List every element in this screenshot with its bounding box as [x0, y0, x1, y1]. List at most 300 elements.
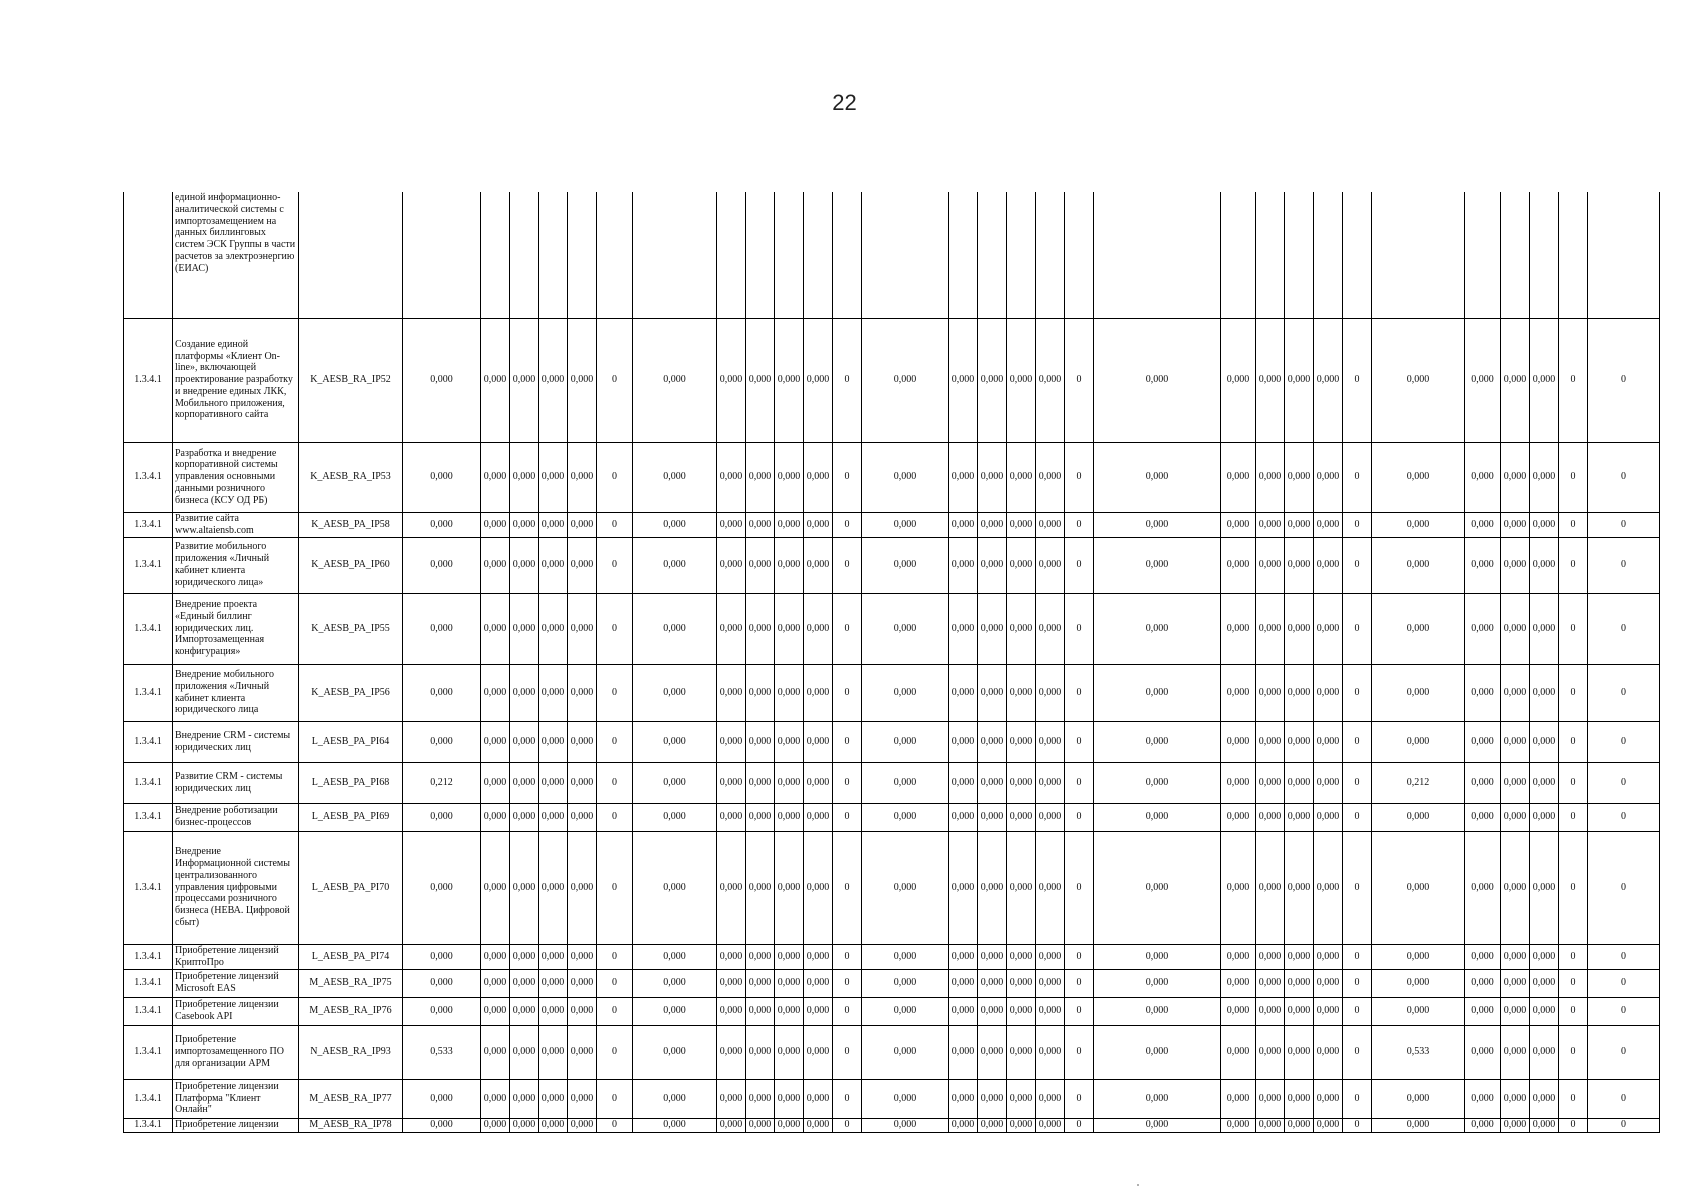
value-cell: 0,000 — [804, 1079, 833, 1118]
value-cell: 0,000 — [1036, 762, 1065, 803]
period-total: 0,000 — [1372, 944, 1465, 969]
value-cell: 0,000 — [1036, 593, 1065, 664]
value-cell: 0,000 — [510, 512, 539, 537]
period-total: 0,000 — [633, 803, 717, 831]
value-cell: 0,000 — [539, 442, 568, 512]
value-cell: 0,000 — [1256, 537, 1285, 593]
value-cell: 0,000 — [1530, 969, 1559, 997]
value-cell: 0,000 — [1256, 664, 1285, 721]
value-cell: 0,000 — [1285, 664, 1314, 721]
value-cell: 0,000 — [1007, 442, 1036, 512]
value-cell: 0,000 — [539, 762, 568, 803]
row-number: 1.3.4.1 — [124, 537, 173, 593]
value-cell: 0,000 — [978, 537, 1007, 593]
row-number: 1.3.4.1 — [124, 442, 173, 512]
zero-cell: 0 — [833, 831, 862, 944]
value-cell: 0,000 — [1530, 721, 1559, 762]
row-code: L_AESB_PA_PI64 — [299, 721, 403, 762]
value-cell: 0,000 — [539, 537, 568, 593]
value-cell: 0,000 — [775, 1079, 804, 1118]
period-total: 0,000 — [1094, 442, 1221, 512]
zero-cell: 0 — [833, 1079, 862, 1118]
value-cell: 0,000 — [1501, 1025, 1530, 1079]
row-number: 1.3.4.1 — [124, 944, 173, 969]
zero-cell: 0 — [1588, 969, 1660, 997]
value-cell: 0,000 — [1465, 969, 1501, 997]
row-total: 0,000 — [403, 512, 481, 537]
zero-cell: 0 — [597, 721, 633, 762]
value-cell: 0,000 — [746, 537, 775, 593]
value-cell: 0,000 — [804, 512, 833, 537]
value-cell: 0,000 — [804, 442, 833, 512]
value-cell: 0,000 — [1530, 944, 1559, 969]
value-cell: 0,000 — [1256, 831, 1285, 944]
period-total: 0,000 — [862, 1118, 949, 1132]
value-cell: 0,000 — [481, 664, 510, 721]
row-name: Приобретение лицензии Casebook API — [173, 997, 299, 1025]
value-cell: 0,000 — [539, 512, 568, 537]
zero-cell: 0 — [1343, 664, 1372, 721]
value-cell: 0,000 — [1314, 1118, 1343, 1132]
zero-cell: 0 — [1559, 762, 1588, 803]
value-cell: 0,000 — [481, 762, 510, 803]
value-cell: 0,000 — [1285, 803, 1314, 831]
value-cell: 0,000 — [717, 762, 746, 803]
row-name: Внедрение проекта «Единый биллинг юридических лиц. Импортозамещенная конфигурация» — [173, 593, 299, 664]
row-code: K_AESB_PA_IP55 — [299, 593, 403, 664]
period-total: 0,000 — [1094, 318, 1221, 442]
value-cell: 0,000 — [1036, 721, 1065, 762]
value-cell: 0,000 — [1221, 1118, 1256, 1132]
value-cell: 0,000 — [510, 997, 539, 1025]
value-cell: 0,000 — [510, 593, 539, 664]
period-total: 0,000 — [1372, 442, 1465, 512]
value-cell: 0,000 — [510, 442, 539, 512]
row-total: 0,000 — [403, 537, 481, 593]
value-cell: 0,000 — [1530, 831, 1559, 944]
zero-cell: 0 — [1065, 537, 1094, 593]
value-cell: 0,000 — [775, 537, 804, 593]
zero-cell: 0 — [1343, 1079, 1372, 1118]
row-total: 0,000 — [403, 944, 481, 969]
period-total: 0,000 — [1372, 721, 1465, 762]
zero-cell: 0 — [1065, 944, 1094, 969]
value-cell: 0,000 — [804, 944, 833, 969]
value-cell: 0,000 — [804, 537, 833, 593]
value-cell: 0,000 — [1036, 512, 1065, 537]
value-cell: 0,000 — [1530, 442, 1559, 512]
row-name: Приобретение лицензий КриптоПро — [173, 944, 299, 969]
value-cell: 0,000 — [510, 537, 539, 593]
value-cell: 0,000 — [1007, 997, 1036, 1025]
value-cell: 0,000 — [775, 762, 804, 803]
row-total: 0,000 — [403, 442, 481, 512]
value-cell: 0,000 — [1314, 664, 1343, 721]
row-total: 0,000 — [403, 593, 481, 664]
value-cell: 0,000 — [1465, 721, 1501, 762]
value-cell: 0,000 — [949, 442, 978, 512]
zero-cell: 0 — [1343, 762, 1372, 803]
zero-cell: 0 — [1559, 537, 1588, 593]
value-cell: 0,000 — [1221, 762, 1256, 803]
value-cell: 0,000 — [978, 997, 1007, 1025]
value-cell: 0,000 — [1314, 537, 1343, 593]
row-number: 1.3.4.1 — [124, 721, 173, 762]
investment-table — [123, 192, 1660, 1133]
value-cell: 0,000 — [1465, 537, 1501, 593]
value-cell: 0,000 — [1285, 762, 1314, 803]
period-total: 0,000 — [862, 831, 949, 944]
zero-cell: 0 — [1343, 318, 1372, 442]
value-cell: 0,000 — [1256, 762, 1285, 803]
zero-cell: 0 — [1559, 969, 1588, 997]
value-cell: 0,000 — [1007, 762, 1036, 803]
row-number: 1.3.4.1 — [124, 664, 173, 721]
zero-cell: 0 — [1343, 944, 1372, 969]
value-cell: 0,000 — [746, 1025, 775, 1079]
value-cell: 0,000 — [1036, 1025, 1065, 1079]
row-total: 0,000 — [403, 969, 481, 997]
period-total: 0,000 — [1094, 721, 1221, 762]
zero-cell: 0 — [597, 318, 633, 442]
value-cell: 0,000 — [1256, 442, 1285, 512]
value-cell: 0,000 — [775, 831, 804, 944]
value-cell: 0,000 — [1530, 997, 1559, 1025]
period-total: 0,000 — [633, 1079, 717, 1118]
value-cell: 0,000 — [539, 831, 568, 944]
zero-cell: 0 — [1588, 1025, 1660, 1079]
value-cell: 0,000 — [746, 593, 775, 664]
value-cell: 0,000 — [978, 721, 1007, 762]
value-cell: 0,000 — [746, 318, 775, 442]
zero-cell: 0 — [833, 721, 862, 762]
value-cell: 0,000 — [1036, 318, 1065, 442]
value-cell: 0,000 — [568, 664, 597, 721]
value-cell: 0,000 — [775, 664, 804, 721]
value-cell: 0,000 — [717, 997, 746, 1025]
period-total: 0,000 — [1372, 512, 1465, 537]
zero-cell: 0 — [597, 593, 633, 664]
row-name: единой информационно-аналитической системы с импортозамещением на данных биллинговых систем ЭСК Группы в части расчетов за электроэнергию (ЕИАС) — [173, 192, 299, 318]
zero-cell: 0 — [1065, 1025, 1094, 1079]
value-cell: 0,000 — [481, 593, 510, 664]
value-cell: 0,000 — [1221, 512, 1256, 537]
value-cell: 0,000 — [1036, 997, 1065, 1025]
value-cell: 0,000 — [481, 831, 510, 944]
row-name: Развитие CRM - системы юридических лиц — [173, 762, 299, 803]
value-cell: 0,000 — [1221, 442, 1256, 512]
value-cell: 0,000 — [1530, 803, 1559, 831]
zero-cell: 0 — [597, 1025, 633, 1079]
table-row — [124, 442, 1660, 512]
value-cell: 0,000 — [1314, 1025, 1343, 1079]
table-row — [124, 593, 1660, 664]
row-name: Внедрение CRM - системы юридических лиц — [173, 721, 299, 762]
value-cell: 0,000 — [949, 969, 978, 997]
value-cell: 0,000 — [1285, 512, 1314, 537]
row-code: N_AESB_RA_IP93 — [299, 1025, 403, 1079]
value-cell: 0,000 — [1501, 831, 1530, 944]
value-cell: 0,000 — [1007, 593, 1036, 664]
row-code: K_AESB_PA_IP56 — [299, 664, 403, 721]
value-cell: 0,000 — [717, 537, 746, 593]
row-total: 0,000 — [403, 803, 481, 831]
value-cell: 0,000 — [1256, 997, 1285, 1025]
zero-cell: 0 — [597, 442, 633, 512]
value-cell: 0,000 — [1285, 831, 1314, 944]
period-total: 0,000 — [862, 944, 949, 969]
period-total: 0,000 — [1372, 664, 1465, 721]
value-cell: 0,000 — [978, 944, 1007, 969]
value-cell: 0,000 — [510, 1025, 539, 1079]
period-total: 0,000 — [1372, 969, 1465, 997]
value-cell: 0,000 — [1501, 664, 1530, 721]
period-total: 0,000 — [862, 442, 949, 512]
value-cell: 0,000 — [775, 1025, 804, 1079]
value-cell: 0,000 — [949, 512, 978, 537]
row-total: 0,212 — [403, 762, 481, 803]
value-cell: 0,000 — [1314, 512, 1343, 537]
value-cell: 0,000 — [1465, 1025, 1501, 1079]
value-cell: 0,000 — [1007, 1079, 1036, 1118]
period-total: 0,000 — [1094, 512, 1221, 537]
row-total: 0,000 — [403, 664, 481, 721]
value-cell: 0,000 — [568, 831, 597, 944]
row-number: 1.3.4.1 — [124, 593, 173, 664]
scan-speck — [1137, 1184, 1139, 1186]
value-cell: 0,000 — [1501, 997, 1530, 1025]
period-total: 0,000 — [1372, 997, 1465, 1025]
value-cell: 0,000 — [804, 831, 833, 944]
zero-cell: 0 — [1065, 593, 1094, 664]
value-cell: 0,000 — [1314, 593, 1343, 664]
value-cell: 0,000 — [568, 442, 597, 512]
value-cell: 0,000 — [481, 537, 510, 593]
value-cell: 0,000 — [481, 512, 510, 537]
value-cell: 0,000 — [775, 803, 804, 831]
value-cell: 0,000 — [568, 944, 597, 969]
value-cell: 0,000 — [539, 1025, 568, 1079]
zero-cell: 0 — [1588, 664, 1660, 721]
period-total: 0,000 — [1094, 997, 1221, 1025]
row-total: 0,533 — [403, 1025, 481, 1079]
value-cell: 0,000 — [746, 831, 775, 944]
value-cell: 0,000 — [1256, 944, 1285, 969]
value-cell: 0,000 — [1314, 969, 1343, 997]
value-cell: 0,000 — [1256, 318, 1285, 442]
zero-cell: 0 — [1559, 1118, 1588, 1132]
period-total: 0,000 — [862, 593, 949, 664]
value-cell: 0,000 — [1501, 803, 1530, 831]
value-cell: 0,000 — [1530, 593, 1559, 664]
row-name: Приобретение лицензии Платформа "Клиент Онлайн" — [173, 1079, 299, 1118]
value-cell: 0,000 — [1285, 1118, 1314, 1132]
value-cell: 0,000 — [949, 803, 978, 831]
value-cell: 0,000 — [1465, 593, 1501, 664]
value-cell: 0,000 — [804, 593, 833, 664]
table-row — [124, 831, 1660, 944]
value-cell: 0,000 — [717, 442, 746, 512]
value-cell: 0,000 — [746, 512, 775, 537]
row-number: 1.3.4.1 — [124, 1118, 173, 1132]
value-cell: 0,000 — [539, 1079, 568, 1118]
value-cell: 0,000 — [746, 762, 775, 803]
value-cell: 0,000 — [1465, 997, 1501, 1025]
zero-cell: 0 — [597, 997, 633, 1025]
value-cell: 0,000 — [746, 721, 775, 762]
zero-cell: 0 — [1588, 803, 1660, 831]
value-cell: 0,000 — [978, 969, 1007, 997]
zero-cell: 0 — [1588, 721, 1660, 762]
value-cell: 0,000 — [746, 969, 775, 997]
value-cell: 0,000 — [1530, 318, 1559, 442]
value-cell: 0,000 — [1465, 442, 1501, 512]
value-cell: 0,000 — [1007, 512, 1036, 537]
row-code: M_AESB_RA_IP76 — [299, 997, 403, 1025]
period-total: 0,000 — [1094, 944, 1221, 969]
zero-cell: 0 — [1065, 831, 1094, 944]
value-cell: 0,000 — [949, 762, 978, 803]
value-cell: 0,000 — [978, 1025, 1007, 1079]
zero-cell: 0 — [1559, 1025, 1588, 1079]
value-cell: 0,000 — [1285, 1025, 1314, 1079]
value-cell: 0,000 — [1036, 944, 1065, 969]
value-cell: 0,000 — [949, 831, 978, 944]
zero-cell: 0 — [833, 593, 862, 664]
value-cell: 0,000 — [1314, 803, 1343, 831]
value-cell: 0,000 — [717, 831, 746, 944]
value-cell: 0,000 — [539, 969, 568, 997]
value-cell: 0,000 — [1256, 512, 1285, 537]
value-cell: 0,000 — [949, 1118, 978, 1132]
value-cell: 0,000 — [1314, 1079, 1343, 1118]
period-total: 0,212 — [1372, 762, 1465, 803]
period-total: 0,000 — [1094, 1079, 1221, 1118]
row-code: M_AESB_RA_IP78 — [299, 1118, 403, 1132]
zero-cell: 0 — [597, 664, 633, 721]
zero-cell: 0 — [833, 969, 862, 997]
row-name: Разработка и внедрение корпоративной системы управления основными данными розничного бизнеса (КСУ ОД РБ) — [173, 442, 299, 512]
zero-cell: 0 — [1343, 997, 1372, 1025]
period-total: 0,000 — [862, 664, 949, 721]
value-cell: 0,000 — [746, 664, 775, 721]
value-cell: 0,000 — [1221, 969, 1256, 997]
value-cell: 0,000 — [481, 1118, 510, 1132]
value-cell: 0,000 — [1221, 318, 1256, 442]
row-name: Внедрение Информационной системы централизованного управления цифровыми процессами розничного бизнеса (НЕВА. Цифровой сбыт) — [173, 831, 299, 944]
value-cell: 0,000 — [1221, 593, 1256, 664]
value-cell: 0,000 — [717, 1025, 746, 1079]
zero-cell: 0 — [1343, 721, 1372, 762]
zero-cell: 0 — [1559, 1079, 1588, 1118]
value-cell: 0,000 — [1007, 944, 1036, 969]
period-total: 0,000 — [862, 803, 949, 831]
table-row — [124, 1025, 1660, 1079]
value-cell: 0,000 — [949, 318, 978, 442]
period-total: 0,000 — [633, 721, 717, 762]
value-cell: 0,000 — [1530, 512, 1559, 537]
zero-cell: 0 — [1065, 721, 1094, 762]
value-cell: 0,000 — [1465, 1079, 1501, 1118]
value-cell: 0,000 — [775, 593, 804, 664]
period-total: 0,000 — [633, 969, 717, 997]
period-total: 0,000 — [1094, 664, 1221, 721]
period-total: 0,000 — [1094, 1118, 1221, 1132]
value-cell: 0,000 — [481, 721, 510, 762]
table-row — [124, 803, 1660, 831]
period-total: 0,000 — [862, 762, 949, 803]
zero-cell: 0 — [1559, 803, 1588, 831]
value-cell: 0,000 — [1007, 1025, 1036, 1079]
table-row — [124, 512, 1660, 537]
value-cell: 0,000 — [510, 721, 539, 762]
value-cell: 0,000 — [804, 762, 833, 803]
zero-cell: 0 — [1588, 997, 1660, 1025]
period-total: 0,000 — [633, 593, 717, 664]
value-cell: 0,000 — [775, 721, 804, 762]
period-total: 0,000 — [633, 1025, 717, 1079]
row-code: L_AESB_PA_PI70 — [299, 831, 403, 944]
row-name: Развитие сайта www.altaiensb.com — [173, 512, 299, 537]
page-number: 22 — [832, 90, 857, 115]
row-code: K_AESB_PA_IP60 — [299, 537, 403, 593]
zero-cell: 0 — [1588, 593, 1660, 664]
period-total: 0,000 — [633, 442, 717, 512]
value-cell: 0,000 — [949, 1079, 978, 1118]
row-name: Создание единой платформы «Клиент On-line», включающей проектирование разработку и внедрение единых ЛКК, Мобильного приложения, корпоративного сайта — [173, 318, 299, 442]
value-cell: 0,000 — [539, 664, 568, 721]
row-name: Внедрение мобильного приложения «Личный кабинет клиента юридического лица — [173, 664, 299, 721]
row-code: L_AESB_PA_PI68 — [299, 762, 403, 803]
value-cell: 0,000 — [510, 664, 539, 721]
zero-cell: 0 — [1065, 997, 1094, 1025]
value-cell: 0,000 — [1501, 318, 1530, 442]
value-cell: 0,000 — [775, 442, 804, 512]
value-cell: 0,000 — [804, 664, 833, 721]
row-name: Приобретение импортозамещенного ПО для организации АРМ — [173, 1025, 299, 1079]
row-total: 0,000 — [403, 997, 481, 1025]
zero-cell: 0 — [833, 997, 862, 1025]
period-total: 0,000 — [862, 997, 949, 1025]
zero-cell: 0 — [1343, 442, 1372, 512]
zero-cell: 0 — [1343, 537, 1372, 593]
value-cell: 0,000 — [510, 318, 539, 442]
value-cell: 0,000 — [949, 537, 978, 593]
value-cell: 0,000 — [1285, 944, 1314, 969]
value-cell: 0,000 — [804, 997, 833, 1025]
zero-cell: 0 — [1588, 318, 1660, 442]
value-cell: 0,000 — [1285, 442, 1314, 512]
period-total: 0,533 — [1372, 1025, 1465, 1079]
zero-cell: 0 — [1588, 831, 1660, 944]
value-cell: 0,000 — [746, 442, 775, 512]
value-cell: 0,000 — [1465, 831, 1501, 944]
row-number: 1.3.4.1 — [124, 803, 173, 831]
value-cell: 0,000 — [1221, 721, 1256, 762]
zero-cell: 0 — [1588, 442, 1660, 512]
value-cell: 0,000 — [1036, 1079, 1065, 1118]
value-cell: 0,000 — [568, 512, 597, 537]
value-cell: 0,000 — [978, 512, 1007, 537]
value-cell: 0,000 — [539, 944, 568, 969]
period-total: 0,000 — [862, 512, 949, 537]
value-cell: 0,000 — [1007, 803, 1036, 831]
table-row — [124, 1118, 1660, 1132]
row-total: 0,000 — [403, 1079, 481, 1118]
value-cell: 0,000 — [1314, 318, 1343, 442]
value-cell: 0,000 — [539, 318, 568, 442]
period-total: 0,000 — [862, 969, 949, 997]
